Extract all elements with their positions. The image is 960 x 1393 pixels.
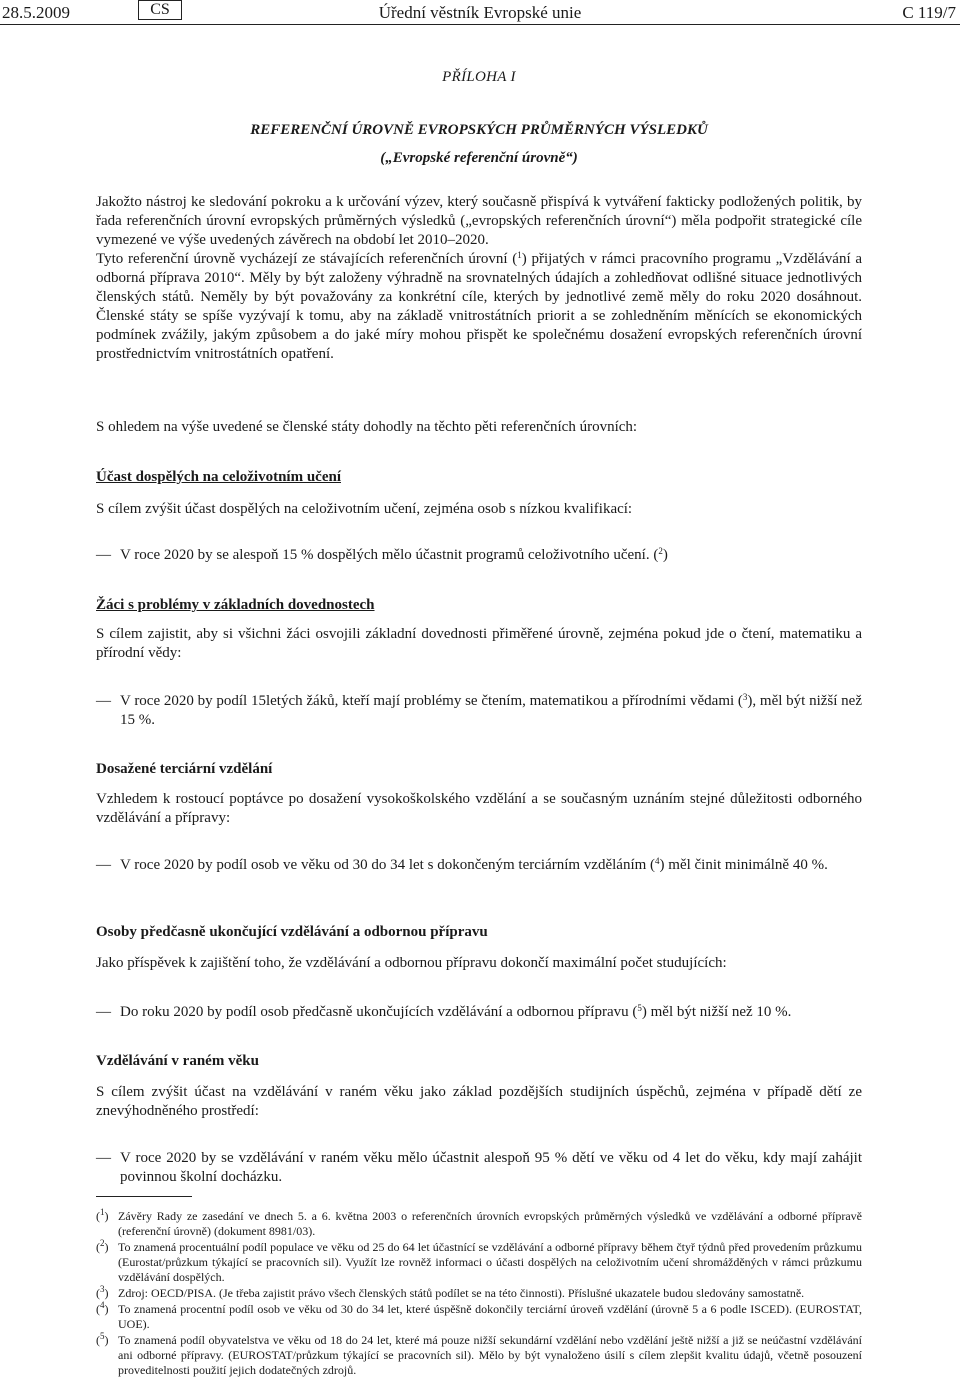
dash-marker: —	[96, 693, 111, 709]
footnote-text: To znamená procentuální podíl populace ve věku od 25 do 64 let účastnící se vzdělávání a odborné přípravy během čtyř týdnů před provedením průzkumu (Eurostat/průzkum týkající se pracovních sil). Využít lze rovněž informaci o účasti dospělých na celoživotním učení shromážděných v rámci průzkumu vzdělávání dospělých.	[118, 1240, 862, 1284]
header-date: 28.5.2009	[2, 3, 70, 22]
benchmark-bullet-adult-learning	[96, 546, 862, 565]
footnote-marker: ($^5$)	[96, 1331, 109, 1347]
section-text-tertiary: Vzhledem k rostoucí poptávce po dosažení vysokoškolského vzdělání a se současným uznáním stejné důležitosti odborného vzdělávání a přípravy:	[96, 791, 862, 826]
header-rule	[0, 24, 960, 25]
footnote-ref-1[interactable]: 1	[517, 250, 522, 260]
dash-marker: —	[96, 1004, 111, 1020]
benchmark-text-end: ) měl být nižší než 10 %.	[641, 1004, 792, 1020]
benchmark-bullet-early-childhood	[96, 1149, 862, 1187]
section-text-early-leavers: Jako příspěvek k zajištění toho, že vzdělávání a odbornou přípravu dokončí maximální počet studujících:	[96, 955, 727, 971]
page-header	[0, 0, 960, 26]
benchmark-text-start: V roce 2020 by se alespoň 15 % dospělých mělo účastnit programů celoživotního učení. (	[120, 547, 659, 563]
footnote-3	[96, 1286, 862, 1301]
dash-marker: —	[96, 1150, 111, 1166]
section-heading-tertiary: Dosažené terciární vzdělání	[96, 761, 273, 777]
language-badge: CS	[138, 0, 182, 20]
section-heading-adult-learning: Účast dospělých na celoživotním učení	[96, 469, 341, 485]
benchmark-text-start: V roce 2020 by podíl 15letých žáků, kteří mají problémy se čtením, matematikou a přírodními vědami (	[120, 693, 743, 709]
footnote-4	[96, 1302, 862, 1332]
footnote-text: Zdroj: OECD/PISA. (Je třeba zajistit právo všech členských států podílet se na této činnosti). Příslušné ukazatele budou sledovány samostatně.	[118, 1286, 805, 1300]
footnote-marker: ($^4$)	[96, 1300, 109, 1316]
annex-label: PŘÍLOHA I	[442, 69, 516, 85]
benchmark-text-start: Do roku 2020 by podíl osob předčasně ukončujících vzdělávání a odbornou přípravu (	[120, 1004, 638, 1020]
intro-paragraph-3: S ohledem na výše uvedené se členské státy dohodly na těchto pěti referenčních úrovních:	[96, 419, 638, 435]
footnote-text: Závěry Rady ze zasedání ve dnech 5. a 6. května 2003 o referenčních úrovních evropských průměrných výsledků ve vzdělávání a odborné přípravě (referenční úrovně) (dokument 8981/03).	[118, 1209, 862, 1238]
footnote-1	[96, 1209, 862, 1239]
footnote-marker: ($^2$)	[96, 1238, 109, 1254]
journal-title: Úřední věstník Evropské unie	[378, 3, 582, 22]
benchmark-bullet-basic-skills	[96, 692, 862, 730]
intro-paragraph-2-start: Tyto referenční úrovně vycházejí ze stávajících referenčních úrovní (	[96, 251, 518, 267]
benchmark-text	[120, 1003, 862, 1022]
section-heading-early-childhood: Vzdělávání v raném věku	[96, 1053, 259, 1069]
section-heading-basic-skills: Žáci s problémy v základních dovednostech	[96, 597, 375, 613]
section-heading-early-leavers: Osoby předčasně ukončující vzdělávání a odbornou přípravu	[96, 924, 488, 940]
benchmark-bullet-early-leavers	[96, 1003, 862, 1022]
footnote-ref-4[interactable]: 4	[655, 856, 660, 866]
benchmark-text	[120, 856, 862, 875]
benchmark-text: V roce 2020 by se vzdělávání v raném věku mělo účastnit alespoň 95 % dětí ve věku od 4 let do věku, kdy mají zahájit povinnou školní docházku.	[120, 1150, 862, 1185]
section-text-adult-learning: S cílem zvýšit účast dospělých na celoživotním učení, zejména osob s nízkou kvalifikací:	[96, 501, 633, 517]
intro-paragraph-2	[96, 250, 862, 364]
section-text-early-childhood: S cílem zvýšit účast na vzdělávání v raném věku jako základ pozdějších studijních úspěchů, zejména v případě dětí ze znevýhodněného prostředí:	[96, 1084, 862, 1119]
benchmark-text-start: V roce 2020 by podíl osob ve věku od 30 do 34 let s dokončeným terciárním vzděláním (	[120, 857, 656, 873]
benchmark-text-end: ), měl být nižší než 15 %.	[120, 693, 862, 728]
footnote-2	[96, 1240, 862, 1285]
benchmark-text-end: )	[662, 547, 668, 563]
footnote-ref-3[interactable]: 3	[742, 692, 748, 702]
footnote-text: To znamená podíl obyvatelstva ve věku od 18 do 24 let, které má pouze nižší sekundární vzdělání nebo vzdělání ještě nižší a již se neúčastní vzdělávání ani odborné přípravy. (EUROSTAT/průzkum týkající se pracovních sil). Mělo by být vynaloženo úsilí s cílem zlepšit kvalitu údajů, včetně posouzení proveditelnosti použití jejich dodatečných zdrojů.	[118, 1333, 862, 1377]
footnote-5	[96, 1333, 862, 1378]
benchmark-bullet-tertiary	[96, 856, 862, 875]
intro-paragraph-2-rest: ) přijatých v rámci pracovního programu „Vzdělávání a odborná příprava 2010“. Měly by být založeny výhradně na srovnatelných údajích a zohledňovat odlišné situace jednotlivých členských států. Neměly by být považovány za konkrétní cíle, kterých by jednotlivé země měly do roku 2020 dosáhnout. Členské státy se spíše vyzývají k tomu, aby na základě vnitrostátních priorit a se zohledněním měnících se ekonomických podmínek zvážily, jakým způsobem a do jaké míry mohou přispět ke společnému dosažení evropských referenčních úrovní prostřednictvím vnitrostátních opatření.	[96, 251, 862, 362]
footnote-ref-5[interactable]: 5	[637, 1003, 642, 1013]
footnotes	[96, 1209, 862, 1379]
benchmark-text	[120, 692, 862, 730]
benchmark-text-end: ) měl činit minimálně 40 %.	[659, 857, 828, 873]
benchmark-text	[120, 546, 862, 565]
section-text-basic-skills: S cílem zajistit, aby si všichni žáci osvojili základní dovednosti přiměřené úrovně, zejména pokud jde o čtení, matematiku a přírodní vědy:	[96, 626, 862, 661]
footnote-marker: ($^3$)	[96, 1284, 109, 1300]
footnote-text: To znamená procentní podíl osob ve věku od 30 do 34 let, které úspěšně dokončily terciární úroveň vzdělání (úrovně 5 a 6 podle ISCED). (EUROSTAT, UOE).	[118, 1302, 862, 1331]
dash-marker: —	[96, 547, 111, 563]
page-number: C 119/7	[902, 3, 956, 22]
dash-marker: —	[96, 857, 111, 873]
footnote-separator	[96, 1196, 192, 1197]
document-subtitle: („Evropské referenční úrovně“)	[380, 150, 578, 166]
intro-paragraph-1: Jakožto nástroj ke sledování pokroku a k určování výzev, který současně přispívá k vytváření fakticky podložených politik, by řada referenčních úrovní evropských průměrných výsledků („evropských referenčních úrovní“) měla podpořit strategické cíle vymezené ve výše uvedených závěrech na období let 2010–2020.	[96, 194, 862, 248]
document-title: REFERENČNÍ ÚROVNĚ EVROPSKÝCH PRŮMĚRNÝCH VÝSLEDKŮ	[250, 122, 708, 138]
footnote-marker: ($^1$)	[96, 1207, 109, 1223]
footnote-ref-2[interactable]: 2	[658, 546, 663, 556]
